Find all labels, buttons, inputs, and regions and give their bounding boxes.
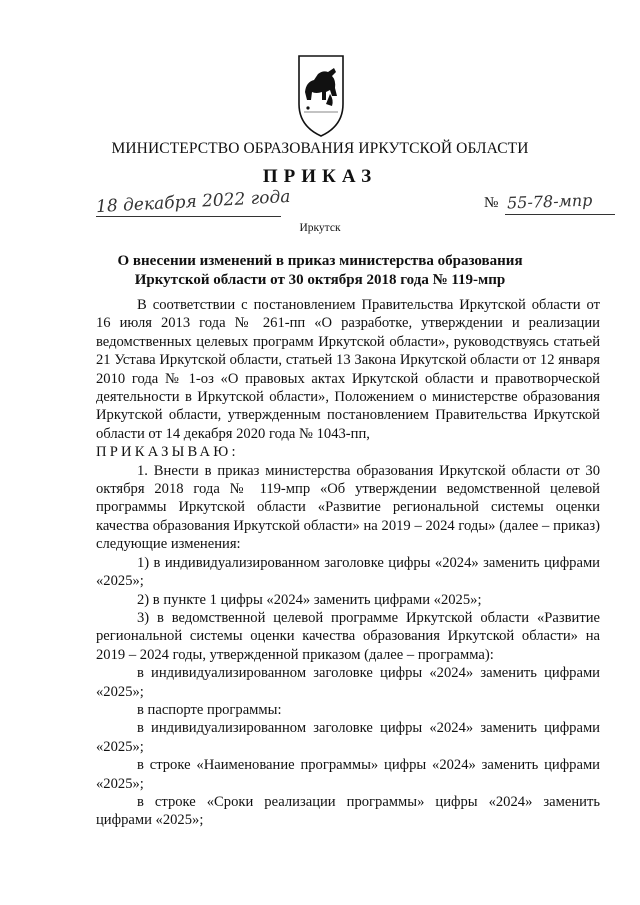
- number-prefix: №: [484, 195, 499, 211]
- paragraph-passport-heading: в индивидуализированном заголовке цифры «2024» заменить цифрами «2025»;: [96, 720, 600, 755]
- document-type-title: ПРИКАЗ: [262, 166, 378, 187]
- coat-of-arms-emblem: [296, 52, 346, 140]
- paragraph-item-1: 1. Внести в приказ министерства образования Иркутской области от 30 октября 2018 года № 119-мпр «Об утверждении ведомственной целевой программы Иркутской области «Развитие региональной системы оценки качества образования Иркутской области» на 2019 – 2024 годы» (далее – приказ) следующие изменения:: [96, 462, 600, 553]
- number-underline: [505, 214, 615, 215]
- paragraph-program-terms: в строке «Сроки реализации программы» цифры «2024» заменить цифрами «2025»;: [96, 793, 600, 829]
- heading-line-2: Иркутской области от 30 октября 2018 года № 119-мпр: [134, 272, 506, 288]
- handwritten-number: 55-78-мпр: [506, 190, 593, 213]
- paragraph-program-name: в строке «Наименование программы» цифры «2024» заменить цифрами «2025»;: [96, 757, 600, 792]
- paragraph-prikazyvayu: ПРИКАЗЫВАЮ:: [96, 444, 239, 461]
- handwritten-date: 18 декабря 2022 года: [95, 186, 291, 218]
- paragraph-change-heading: в индивидуализированном заголовке цифры «2024» заменить цифрами «2025»;: [96, 665, 600, 700]
- ministry-name: МИНИСТЕРСТВО ОБРАЗОВАНИЯ ИРКУТСКОЙ ОБЛАСТИ: [111, 140, 529, 157]
- document-body: [96, 296, 600, 830]
- document-heading: [100, 252, 540, 290]
- paragraph-preamble: В соответствии с постановлением Правительства Иркутской области от 16 июля 2013 года № 261-пп «О разработке, утверждении и реализации ведомственных целевых программ Иркутской области», руководствуясь статьей 21 Устава Иркутской области, статьей 13 Закона Иркутской области от 12 января 2010 года № 1-оз «О правовых актах Иркутской области и правотворческой деятельности в Иркутской области», Положением о министерстве образования Иркутской области, утвержденным постановлением Правительства Иркутской области от 14 декабря 2020 года № 1043-пп,: [96, 297, 600, 442]
- city-label: Иркутск: [299, 222, 341, 234]
- paragraph-subitem-3: 3) в ведомственной целевой программе Иркутской области «Развитие региональной системы оценки качества образования Иркутской области» на 2019 – 2024 годы, утвержденной приказом (далее – программа):: [96, 609, 600, 663]
- heading-line-1: О внесении изменений в приказ министерства образования: [117, 253, 523, 269]
- paragraph-subitem-2: 2) в пункте 1 цифры «2024» заменить цифрами «2025»;: [137, 591, 482, 608]
- paragraph-subitem-1: 1) в индивидуализированном заголовке цифры «2024» заменить цифрами «2025»;: [96, 554, 600, 590]
- date-underline: [96, 216, 281, 217]
- irkutsk-emblem-icon: [296, 52, 346, 140]
- paragraph-passport: в паспорте программы:: [137, 701, 282, 718]
